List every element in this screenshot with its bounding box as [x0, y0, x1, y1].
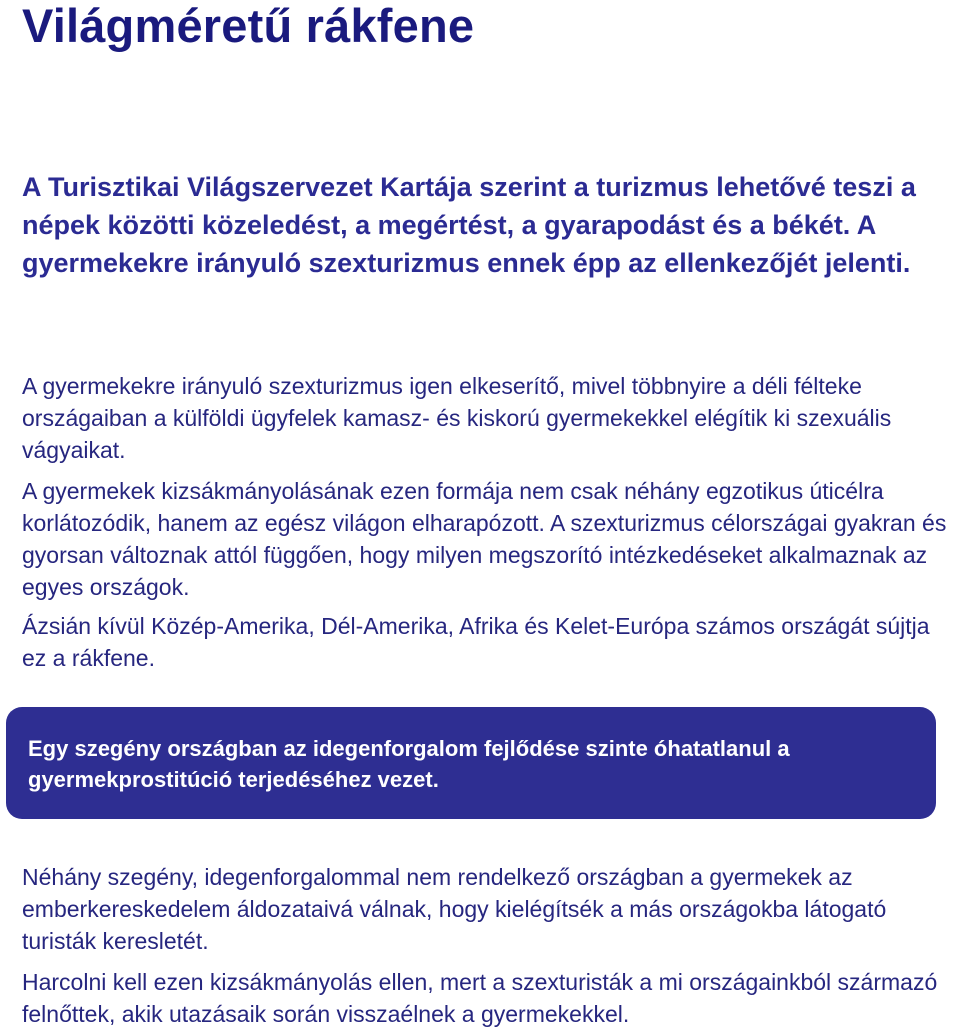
closing-paragraph-1: Néhány szegény, idegenforgalommal nem rendelkező országban a gyermekek az emberkereskedelem áldozataivá válnak, hogy kielégítsék a más országokba látogató turisták keresletét. — [22, 864, 887, 954]
highlight-box — [6, 707, 936, 819]
body-paragraph-3: Ázsián kívül Közép-Amerika, Dél-Amerika, Afrika és Kelet-Európa számos országát sújtja ez a rákfene. — [22, 613, 930, 671]
body-paragraph-1: A gyermekekre irányuló szexturizmus igen elkeserítő, mivel többnyire a déli félteke országaiban a külföldi ügyfelek kamasz- és kiskorú gyermekekkel elégítik ki szexuális vágyaikat. — [22, 373, 892, 463]
lead-paragraph: A Turisztikai Világszervezet Kartája szerint a turizmus lehetővé teszi a népek közötti közeledést, a megértést, a gyarapodást és a békét. A gyermekekre irányuló szexturizmus ennek épp az ellenkezőjét jelenti. — [22, 172, 916, 278]
highlight-text: Egy szegény országban az idegenforgalom fejlődése szinte óhatatlanul a gyermekprostitúció terjedéséhez vezet. — [28, 736, 790, 792]
page-title: Világméretű rákfene — [22, 0, 475, 52]
closing-paragraph-2: Harcolni kell ezen kizsákmányolás ellen, mert a szexturisták a mi országainkból származó felnőttek, akik utazásaik során visszaélnek a gyermekekkel. — [22, 969, 938, 1027]
body-paragraph-2: A gyermekek kizsákmányolásának ezen formája nem csak néhány egzotikus úticélra korlátozódik, hanem az egész világon elharapózott. A szexturizmus célországai gyakran és gyorsan változnak attól függően, hogy milyen megszorító intézkedéseket alkalmaznak az egyes országok. — [22, 478, 947, 600]
